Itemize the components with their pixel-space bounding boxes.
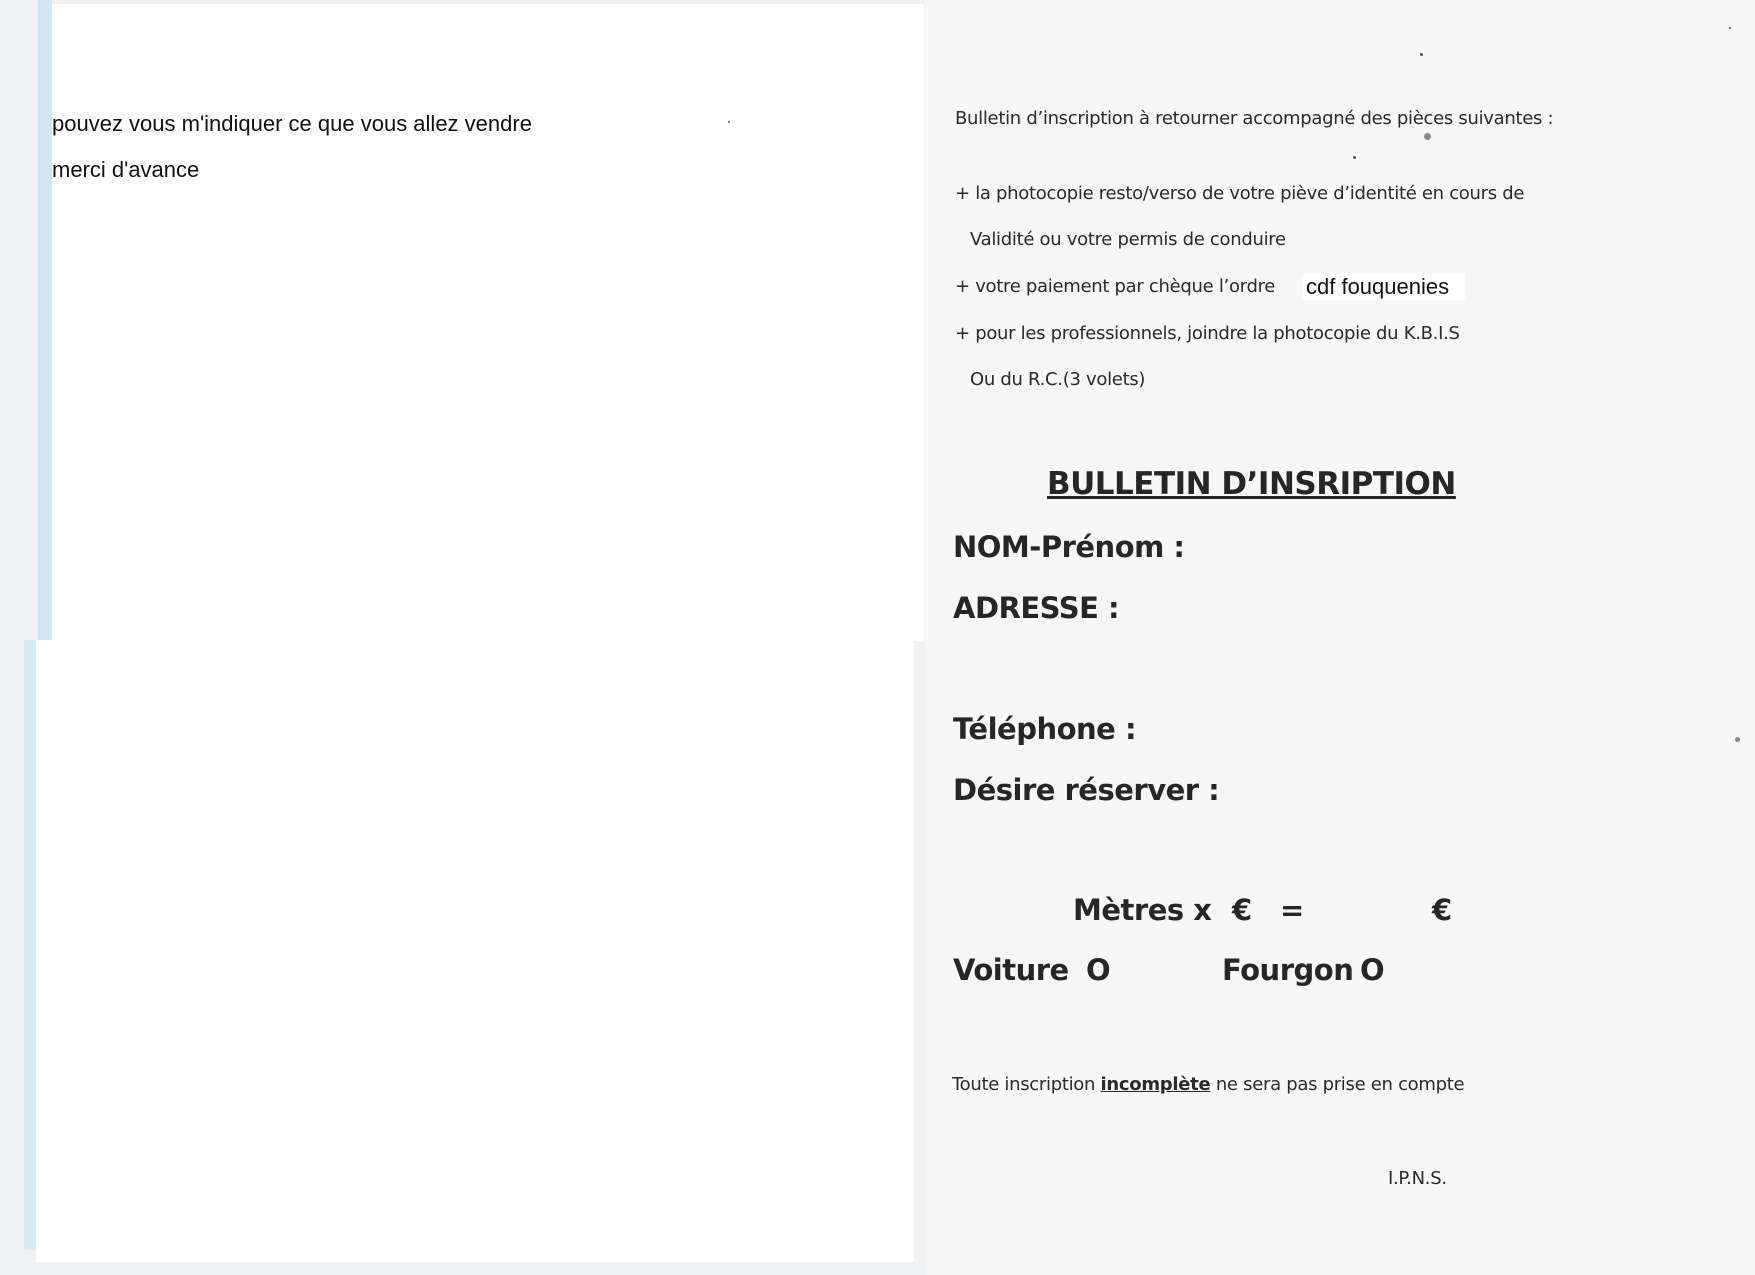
euro-sign: € [1432,893,1452,927]
footer-suffix: ne sera pas prise en compte [1215,1074,1465,1095]
form-item: + pour les professionnels, joindre la photocopie du K.B.I.S [955,323,1460,344]
metres-label: Mètres x [1073,893,1212,927]
form-item: Ou du R.C.(3 volets) [970,369,1146,390]
car-label: Voiture [953,953,1069,987]
form-title: BULLETIN D’INSRIPTION [1047,466,1456,502]
euro-sign: € [1232,893,1252,927]
scan-speck [728,121,730,123]
scan-speck [1353,156,1356,159]
scan-speck [1729,27,1731,29]
form-item: + la photocopie resto/verso de votre piève d’identité en cours de [955,183,1525,204]
footer-prefix: Toute inscription [952,1074,1096,1095]
note-line-2: merci d'avance [52,157,200,182]
van-checkbox: O [1360,953,1385,987]
footer-emphasis: incomplète [1100,1074,1211,1095]
form-item: + votre paiement par chèque l’ordre [955,276,1276,297]
van-label: Fourgon [1222,953,1354,987]
field-address-label: ADRESSE : [953,591,1120,625]
equals-sign: = [1280,893,1304,927]
note-line-1: pouvez vous m'indiquer ce que vous allez vendre [52,111,532,136]
footer-notice [952,1074,1464,1095]
form-item: Validité ou votre permis de conduire [970,229,1286,250]
form-intro: Bulletin d’inscription à retourner accompagné des pièces suivantes : [955,108,1554,129]
field-name-label: NOM-Prénom : [953,530,1185,564]
cheque-order-value: cdf fouquenies [1302,274,1465,300]
white-overlay [52,4,924,641]
scan-speck [1735,737,1740,742]
scan-speck [1424,133,1431,140]
ipns-mark: I.P.N.S. [1388,1168,1447,1189]
field-reserve-label: Désire réserver : [953,773,1220,807]
car-checkbox: O [1086,953,1111,987]
scan-edge [24,640,36,1250]
field-phone-label: Téléphone : [953,712,1137,746]
scan-speck [1420,53,1423,56]
white-overlay [36,640,914,1262]
